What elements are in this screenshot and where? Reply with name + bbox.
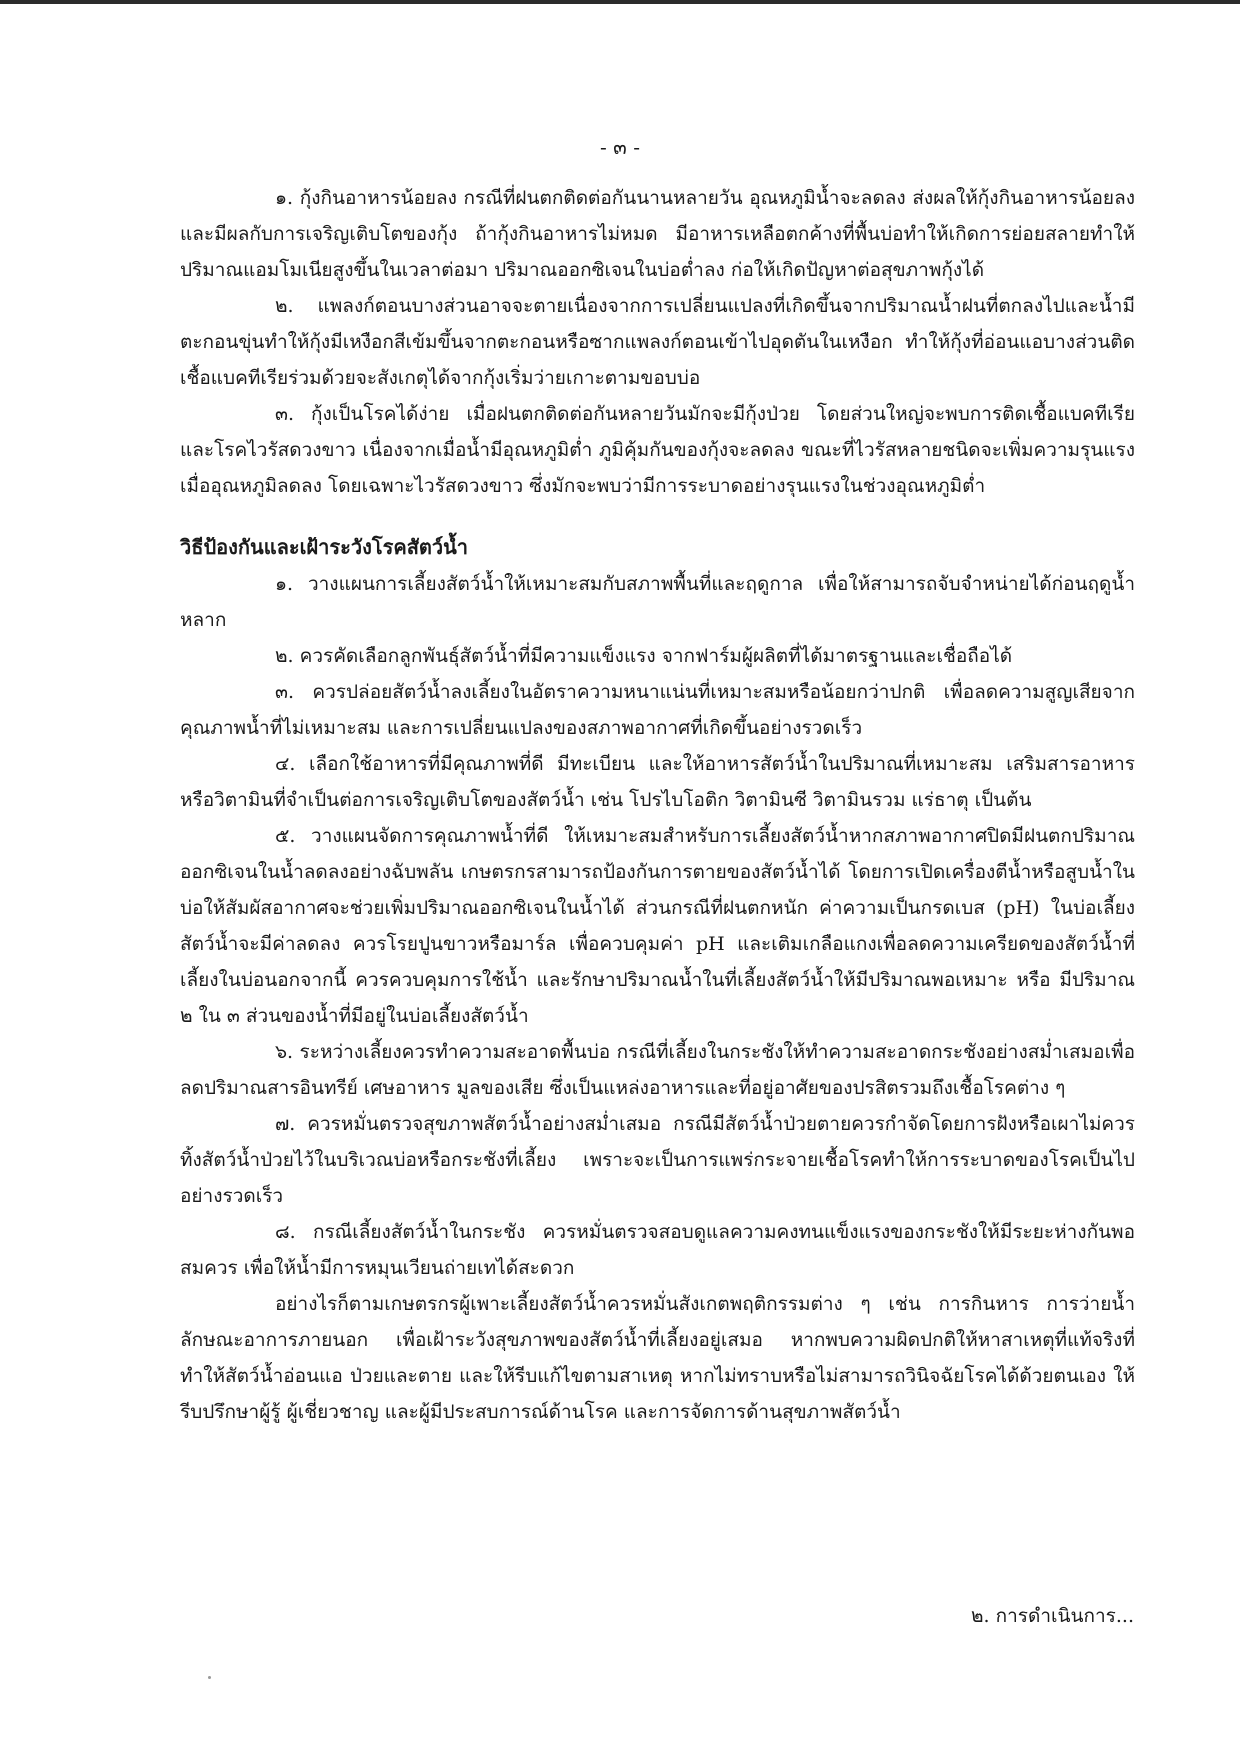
prevention-item-1: ๑. วางแผนการเลี้ยงสัตว์น้ำให้เหมาะสมกับสภาพพื้นที่และฤดูกาล เพื่อให้สามารถจับจำหน่ายได้ก่อนฤดูน้ำหลาก	[180, 573, 1135, 631]
prevention-item-5: ๕. วางแผนจัดการคุณภาพน้ำที่ดี ให้เหมาะสมสำหรับการเลี้ยงสัตว์น้ำหากสภาพอากาศปิดมีฝนตกปริมาณออกซิเจนในน้ำลดลงอย่างฉับพลัน เกษตรกรสามารถป้องกันการตายของสัตว์น้ำได้ โดยการเปิดเครื่องตีน้ำหรือสูบน้ำในบ่อให้สัมผัสอากาศจะช่วยเพิ่มปริมาณออกซิเจนในน้ำได้ ส่วนกรณีที่ฝนตกหนัก ค่าความเป็นกรดเบส (pH) ในบ่อเลี้ยงสัตว์น้ำจะมีค่าลดลง ควรโรยปูนขาวหรือมาร์ล เพื่อควบคุมค่า pH และเติมเกลือแกงเพื่อลดความเครียดของสัตว์น้ำที่เลี้ยงในบ่อนอกจากนี้ ควรควบคุมการใช้น้ำ และรักษาปริมาณน้ำในที่เลี้ยงสัตว์น้ำให้มีปริมาณพอเหมาะ หรือ มีปริมาณ ๒ ใน ๓ ส่วนของน้ำที่มีอยู่ในบ่อเลี้ยงสัตว์น้ำ	[180, 825, 1135, 1027]
prevention-item-4: ๔. เลือกใช้อาหารที่มีคุณภาพที่ดี มีทะเบียน และให้อาหารสัตว์น้ำในปริมาณที่เหมาะสม เสริมสารอาหารหรือวิตามินที่จำเป็นต่อการเจริญเติบโตของสัตว์น้ำ เช่น โปรไบโอติก วิตามินซี วิตามินรวม แร่ธาตุ เป็นต้น	[180, 753, 1135, 811]
prevention-item-6: ๖. ระหว่างเลี้ยงควรทำความสะอาดพื้นบ่อ กรณีที่เลี้ยงในกระชังให้ทำความสะอาดกระชังอย่างสม่ำเสมอเพื่อลดปริมาณสารอินทรีย์ เศษอาหาร มูลของเสีย ซึ่งเป็นแหล่งอาหารและที่อยู่อาศัยของปรสิตรวมถึงเชื้อโรคต่าง ๆ	[180, 1041, 1135, 1099]
intro-paragraph-3: ๓. กุ้งเป็นโรคได้ง่าย เมื่อฝนตกติดต่อกันหลายวันมักจะมีกุ้งป่วย โดยส่วนใหญ่จะพบการติดเชื้อแบคทีเรีย และโรคไวรัสดวงขาว เนื่องจากเมื่อน้ำมีอุณหภูมิต่ำ ภูมิคุ้มกันของกุ้งจะลดลง ขณะที่ไวรัสหลายชนิดจะเพิ่มความรุนแรงเมื่ออุณหภูมิลดลง โดยเฉพาะไวรัสดวงขาว ซึ่งมักจะพบว่ามีการระบาดอย่างรุนแรงในช่วงอุณหภูมิต่ำ	[180, 403, 1135, 497]
intro-paragraph-1: ๑. กุ้งกินอาหารน้อยลง กรณีที่ฝนตกติดต่อกันนานหลายวัน อุณหภูมิน้ำจะลดลง ส่งผลให้กุ้งกินอาหารน้อยลง และมีผลกับการเจริญเติบโตของกุ้ง ถ้ากุ้งกินอาหารไม่หมด มีอาหารเหลือตกค้างที่พื้นบ่อทำให้เกิดการย่อยสลายทำให้ปริมาณแอมโมเนียสูงขึ้นในเวลาต่อมา ปริมาณออกซิเจนในบ่อต่ำลง ก่อให้เกิดปัญหาต่อสุขภาพกุ้งได้	[180, 187, 1135, 281]
section-heading: วิธีป้องกันและเฝ้าระวังโรคสัตว์น้ำ	[180, 535, 469, 559]
prevention-item-2: ๒. ควรคัดเลือกลูกพันธุ์สัตว์น้ำที่มีความแข็งแรง จากฟาร์มผู้ผลิตที่ได้มาตรฐานและเชื่อถือได้	[275, 645, 1013, 667]
prevention-item-8: ๘. กรณีเลี้ยงสัตว์น้ำในกระชัง ควรหมั่นตรวจสอบดูแลความคงทนแข็งแรงของกระชังให้มีระยะห่างกันพอสมควร เพื่อให้น้ำมีการหมุนเวียนถ่ายเทได้สะดวก	[180, 1221, 1135, 1279]
intro-paragraph-2: ๒. แพลงก์ตอนบางส่วนอาจจะตายเนื่องจากการเปลี่ยนแปลงที่เกิดขึ้นจากปริมาณน้ำฝนที่ตกลงไปและน้ำมีตะกอนขุ่นทำให้กุ้งมีเหงือกสีเข้มขึ้นจากตะกอนหรือซากแพลงก์ตอนเข้าไปอุดตันในเหงือก ทำให้กุ้งที่อ่อนแอบางส่วนติดเชื้อแบคทีเรียร่วมด้วยจะสังเกตุได้จากกุ้งเริ่มว่ายเกาะตามขอบบ่อ	[180, 295, 1135, 389]
next-page-reference: ๒. การดำเนินการ...	[971, 1605, 1134, 1627]
closing-paragraph: อย่างไรก็ตามเกษตรกรผู้เพาะเลี้ยงสัตว์น้ำควรหมั่นสังเกตพฤติกรรมต่าง ๆ เช่น การกินหาร การว่ายน้ำลักษณะอาการภายนอก เพื่อเฝ้าระวังสุขภาพของสัตว์น้ำที่เลี้ยงอยู่เสมอ หากพบความผิดปกติให้หาสาเหตุที่แท้จริงที่ทำให้สัตว์น้ำอ่อนแอ ป่วยและตาย และให้รีบแก้ไขตามสาเหตุ หากไม่ทราบหรือไม่สามารถวินิจฉัยโรคได้ด้วยตนเอง ให้รีบปรึกษาผู้รู้ ผู้เชี่ยวชาญ และผู้มีประสบการณ์ด้านโรค และการจัดการด้านสุขภาพสัตว์น้ำ	[180, 1293, 1135, 1423]
prevention-item-7: ๗. ควรหมั่นตรวจสุขภาพสัตว์น้ำอย่างสม่ำเสมอ กรณีมีสัตว์น้ำป่วยตายควรกำจัดโดยการฝังหรือเผาไม่ควรทิ้งสัตว์น้ำป่วยไว้ในบริเวณบ่อหรือกระชังที่เลี้ยง เพราะจะเป็นการแพร่กระจายเชื้อโรคทำให้การระบาดของโรคเป็นไปอย่างรวดเร็ว	[180, 1113, 1135, 1207]
scan-speck	[208, 1676, 211, 1679]
top-border-line	[0, 0, 1240, 4]
prevention-item-3: ๓. ควรปล่อยสัตว์น้ำลงเลี้ยงในอัตราความหนาแน่นที่เหมาะสมหรือน้อยกว่าปกติ เพื่อลดความสูญเสียจากคุณภาพน้ำที่ไม่เหมาะสม และการเปลี่ยนแปลงของสภาพอากาศที่เกิดขึ้นอย่างรวดเร็ว	[180, 681, 1135, 739]
document-body	[180, 180, 1135, 1430]
page-number: - ๓ -	[600, 135, 640, 159]
